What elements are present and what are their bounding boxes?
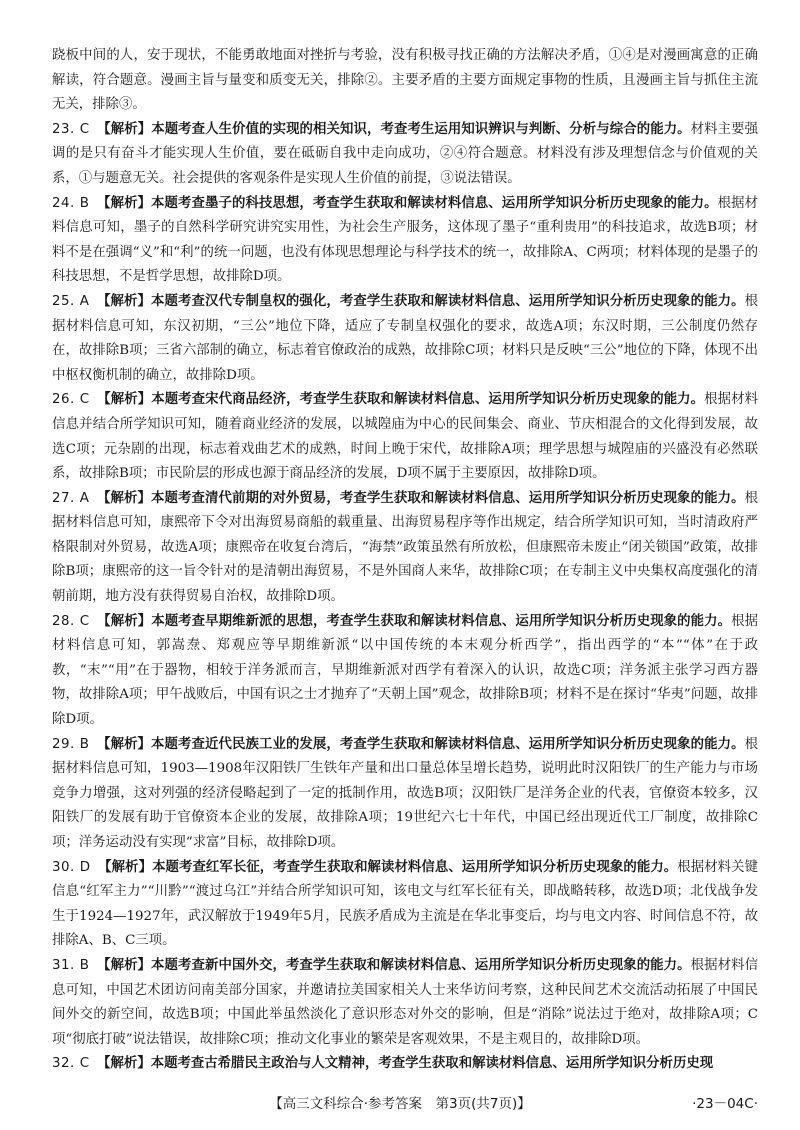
analysis-summary: 本题考查宋代商品经济，考查学生获取和解读材料信息、运用所学知识分析历史现象的能力。 xyxy=(151,392,705,408)
continued-explanation: 跷板中间的人，安于现状，不能勇敢地面对挫折与考验，没有积极寻找正确的方法解决矛盾，①④是对漫画寓意的正确解读，符合题意。漫画主旨与量变和质变无关，排除②。主要矛盾的主要方面规定事物的性质，且漫画主旨与抓住主流无关，排除③。 xyxy=(52,48,758,113)
answer-item-25 xyxy=(52,290,758,388)
answer-item-28 xyxy=(52,610,758,733)
footer-paper-code: ·23－04C· xyxy=(692,1096,758,1112)
answer-item-32 xyxy=(52,1052,758,1077)
answer-item-31 xyxy=(52,954,758,1052)
analysis-body: 根据材料信息可知，东汉初期，“三公”地位下降，适应了专制皇权强化的要求，故选A项；东汉时期，三公制度仍然存在，故排除B项；三省六部制的确立，标志着官僚政治的成熟，故排除C项；材料只是反映“三公”地位的下降，体现不出中枢权衡机制的确立，故排除D项。 xyxy=(52,293,758,383)
answer-letter: C xyxy=(79,121,90,137)
analysis-tag: 【解析】 xyxy=(97,392,152,408)
analysis-tag: 【解析】 xyxy=(96,490,152,506)
answer-letter: B xyxy=(79,736,89,752)
answer-letter: B xyxy=(79,195,89,211)
answer-letter: C xyxy=(79,392,90,408)
page-footer xyxy=(0,1091,800,1117)
analysis-summary: 本题考查红军长征，考查学生获取和解读材料信息、运用所学知识分析历史现象的能力。 xyxy=(152,859,678,875)
analysis-body: 根据材料信息可知，郭嵩焘、郑观应等早期维新派“以中国传统的本末观分析西学”，指出西学的“本”“体”在于政教，“末”“用”在于器物，相较于洋务派而言，早期维新派对西学有着深入的认识，故选C项；洋务派主张学习西方器物，故排除A项；甲午战败后，中国有识之士才抛弃了“天朝上国”观念，故排除B项；材料不是在探讨“华夷”问题，故排除D项。 xyxy=(52,613,759,728)
answer-letter: A xyxy=(79,293,89,309)
analysis-summary: 本题考查人生价值的实现的相关知识，考查考生运用知识辨识与判断、分析与综合的能力。 xyxy=(151,121,691,137)
page-content xyxy=(52,44,758,1077)
analysis-tag: 【解析】 xyxy=(96,293,152,309)
answer-item-29 xyxy=(52,733,758,856)
analysis-body: 材料主要强调的是只有奋斗才能实现人生价值，要在砥砺自我中走向成功，②④符合题意。材料没有涉及理想信念与价值观的关系，①与题意无关。社会提供的客观条件是实现人生价值的前提，③说法错误。 xyxy=(52,121,759,186)
analysis-summary: 本题考查清代前期的对外贸易，考查学生获取和解读材料信息、运用所学知识分析历史现象的能力。 xyxy=(151,490,745,506)
analysis-tag: 【解析】 xyxy=(97,121,152,137)
analysis-tag: 【解析】 xyxy=(96,957,152,973)
analysis-tag: 【解析】 xyxy=(97,613,152,629)
question-number: 31. xyxy=(52,957,75,973)
analysis-body: 根据材料信息并结合所学知识可知，随着商业经济的发展，以城隍庙为中心的民间集会、商业、节庆相混合的文化得到发展，故选C项；元杂剧的出现，标志着戏曲艺术的成熟，时间上晚于宋代，故排除A项；理学思想与城隍庙的兴盛没有必然联系，故排除B项；市民阶层的形成也源于商品经济的发展，D项不属于主要原因，故排除D项。 xyxy=(52,392,759,482)
analysis-body: 根据材料信息可知，1903—1908年汉阳铁厂生铁年产量和出口量总体呈增长趋势，说明此时汉阳铁厂的生产能力与市场竞争力增强，这对列强的经济侵略起到了一定的抵制作用，故选B项；汉阳铁厂是洋务企业的代表，官僚资本较多，汉阳铁厂的发展有助于官僚资本企业的发展，故排除A项；19世纪六七十年代，中国已经出现近代工厂制度，故排除C项；洋务运动没有实现“求富”目标，故排除D项。 xyxy=(52,736,758,850)
answer-letter: B xyxy=(79,957,89,973)
question-number: 26. xyxy=(52,392,75,408)
analysis-body: 根据材料信息可知，墨子的自然科学研究讲究实用性，为社会生产服务，这体现了墨子“重利贵用”的科技追求，故选B项；材料不是在强调“义”和“利”的统一问题，也没有体现思想理论与科学技术的统一，故排除A、C两项；材料体现的是墨子的科技思想，不是哲学思想，故排除D项。 xyxy=(52,195,759,285)
answer-letter: C xyxy=(79,1056,90,1072)
question-number: 30. xyxy=(52,859,75,875)
analysis-tag: 【解析】 xyxy=(98,859,153,875)
answer-item-27 xyxy=(52,487,758,610)
analysis-body: 根据材料关键信息“红军主力”“川黔”“渡过乌江”并结合所学知识可知，该电文与红军长征有关，即战略转移，故选D项；北伐战争发生于1924—1927年，武汉解放于1949年5月，民族矛盾成为主流是在华北事变后，均与电文内容、时间信息不符，故排除A、B、C三项。 xyxy=(52,859,759,949)
analysis-tag: 【解析】 xyxy=(96,736,152,752)
question-number: 27. xyxy=(52,490,75,506)
answer-letter: D xyxy=(79,859,91,875)
question-number: 28. xyxy=(52,613,75,629)
answer-item-30 xyxy=(52,856,758,954)
question-number: 24. xyxy=(52,195,75,211)
question-number: 25. xyxy=(52,293,75,309)
question-number: 32. xyxy=(52,1056,75,1072)
analysis-summary: 本题考查墨子的科技思想，考查学生获取和解读材料信息、运用所学知识分析历史现象的能力。 xyxy=(151,195,718,211)
question-number: 23. xyxy=(52,121,75,137)
analysis-body: 根据材料信息可知，中国艺术团访问南美部分国家，并邀请拉美国家相关人士来华访问考察，这种民间艺术交流活动拓展了中国民间外交的新空间，故选B项；中国此举虽然淡化了意识形态对外交的影响，但是“消除”说法过于绝对，故排除A项；C项“彻底打破”说法错误，故排除C项；推动文化事业的繁荣是客观效果，不是主观目的，故排除D项。 xyxy=(52,957,759,1047)
answer-item-26 xyxy=(52,388,758,486)
answer-letter: C xyxy=(79,613,90,629)
analysis-summary: 本题考查汉代专制皇权的强化，考查学生获取和解读材料信息、运用所学知识分析历史现象的能力。 xyxy=(151,293,745,309)
analysis-summary: 本题考查早期维新派的思想，考查学生获取和解读材料信息、运用所学知识分析历史现象的能力。 xyxy=(151,613,732,629)
answer-letter: A xyxy=(79,490,89,506)
answer-item-24 xyxy=(52,192,758,290)
analysis-summary: 本题考查古希腊民主政治与人文精神，考查学生获取和解读材料信息、运用所学知识分析历史现 xyxy=(150,1056,714,1072)
analysis-tag: 【解析】 xyxy=(96,195,152,211)
analysis-summary: 本题考查近代民族工业的发展，考查学生获取和解读材料信息、运用所学知识分析历史现象的能力。 xyxy=(151,736,745,752)
analysis-tag: 【解析】 xyxy=(97,1056,151,1072)
question-number: 29. xyxy=(52,736,75,752)
answer-item-23 xyxy=(52,118,758,192)
footer-title: 【高三文科综合·参考答案 第3页(共7页)】 xyxy=(269,1096,531,1112)
analysis-summary: 本题考查新中国外交，考查学生获取和解读材料信息、运用所学知识分析历史现象的能力。 xyxy=(151,957,691,973)
analysis-body: 根据材料信息可知，康熙帝下令对出海贸易商船的载重量、出海贸易程序等作出规定，结合所学知识可知，当时清政府严格限制对外贸易，故选A项；康熙帝在收复台湾后，“海禁”政策虽然有所放松，但康熙帝未废止“闭关锁国”政策，故排除B项；康熙帝的这一旨令针对的是清朝出海贸易，不是外国商人来华，故排除C项；在专制主义中央集权高度强化的清朝前期，地方没有获得贸易自治权，故排除D项。 xyxy=(52,490,758,605)
